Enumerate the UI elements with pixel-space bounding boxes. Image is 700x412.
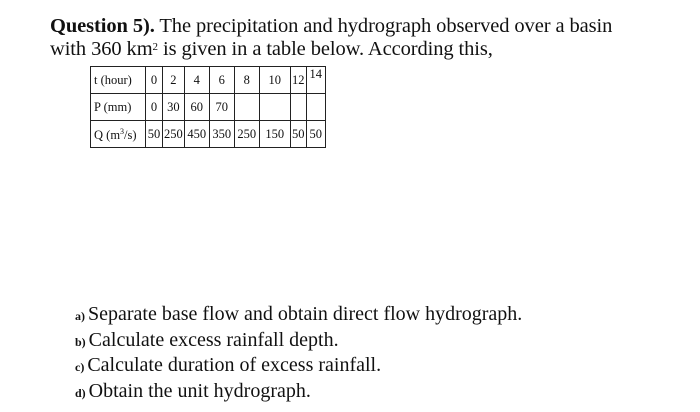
area-superscript: 2	[152, 41, 158, 53]
part-text: Calculate duration of excess rainfall.	[87, 354, 382, 376]
table-cell: 50	[146, 121, 163, 148]
table-cell: 60	[184, 94, 209, 121]
table-row-time	[91, 67, 326, 94]
table-cell: 14	[306, 67, 325, 94]
discharge-superscript: 3	[120, 127, 125, 137]
table-cell: 70	[209, 94, 234, 121]
part-d	[75, 380, 522, 406]
table-cell	[259, 94, 290, 121]
hydrograph-table	[90, 66, 326, 148]
part-text: Obtain the unit hydrograph.	[88, 379, 311, 402]
row-header-discharge	[91, 121, 146, 148]
part-b	[75, 329, 522, 355]
table-cell: 10	[259, 67, 290, 94]
question-parts	[75, 303, 522, 405]
question-text-1: The precipitation and hydrograph observed over a basin	[154, 15, 613, 37]
basin-area-text: with 360 km	[50, 38, 153, 60]
table-cell: 6	[209, 67, 234, 94]
part-text: Separate base flow and obtain direct flow hydrograph.	[88, 303, 523, 325]
table-cell	[290, 94, 306, 121]
table-cell: 50	[290, 121, 306, 148]
table-cell: 350	[209, 121, 234, 148]
table-cell: 50	[306, 121, 325, 148]
discharge-label: Q (m	[94, 128, 121, 143]
question-label: Question 5).	[50, 15, 155, 37]
table-cell: 4	[184, 67, 209, 94]
question-line-1	[50, 15, 690, 38]
part-c	[75, 354, 522, 380]
part-a	[75, 303, 522, 329]
table-cell: 30	[163, 94, 185, 121]
table-cell	[234, 94, 259, 121]
part-marker: a)	[75, 309, 85, 323]
table-cell: 2	[163, 67, 185, 94]
question-text-2: is given in a table below. According this,	[157, 38, 493, 60]
part-marker: c)	[75, 360, 85, 374]
table-cell: 12	[290, 67, 306, 94]
question-statement	[50, 15, 690, 61]
table-cell: 8	[234, 67, 259, 94]
table-cell	[306, 94, 325, 121]
table-cell: 0	[146, 67, 163, 94]
table-cell: 150	[259, 121, 290, 148]
table-cell: 0	[146, 94, 163, 121]
part-text: Calculate excess rainfall depth.	[88, 328, 339, 351]
discharge-unit: /s)	[124, 128, 137, 143]
question-line-2	[50, 38, 690, 61]
part-marker: b)	[75, 334, 86, 349]
table-cell: 250	[163, 121, 185, 148]
table-row-discharge	[91, 121, 326, 148]
table-cell: 450	[184, 121, 209, 148]
table-cell: 250	[234, 121, 259, 148]
part-marker: d)	[75, 385, 86, 400]
table-row-precipitation	[91, 94, 326, 121]
row-header-precipitation: P (mm)	[91, 94, 146, 121]
row-header-time: t (hour)	[91, 67, 146, 94]
